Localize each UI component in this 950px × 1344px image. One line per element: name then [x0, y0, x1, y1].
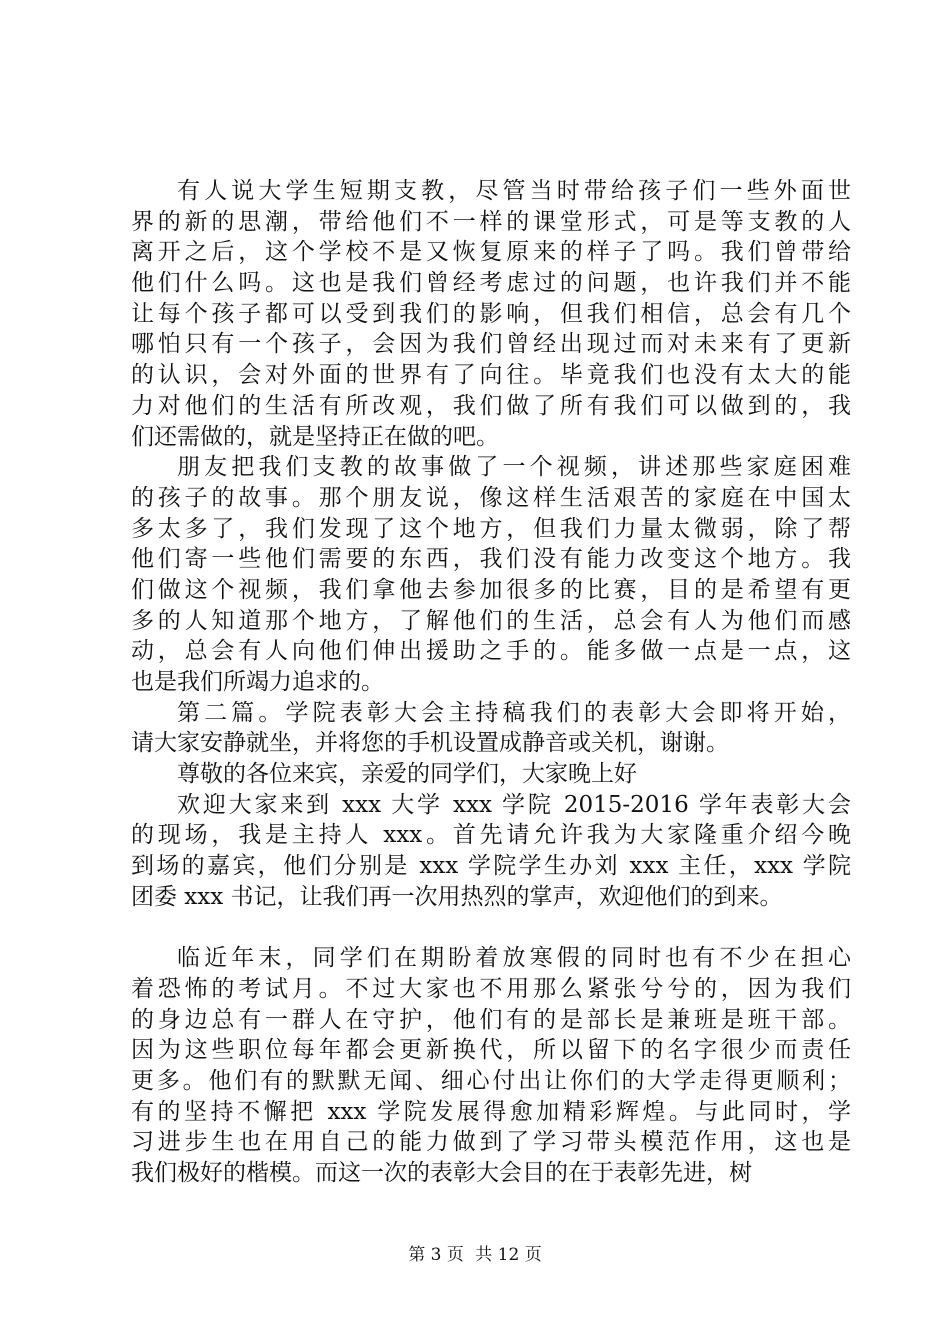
text-line: 习进步生也在用自己的能力做到了学习带头模范作用，这也是	[131, 1129, 851, 1156]
page-number: 第 3 页	[408, 1245, 464, 1265]
text-line: 多太多了，我们发现了这个地方，但我们力量太微弱，除了帮	[131, 515, 851, 542]
paragraph	[131, 698, 851, 759]
text-line: 的身边总有一群人在守护，他们有的是部长是兼班是班干部。	[131, 1006, 851, 1033]
text-line: 第二篇。学院表彰大会主持稿我们的表彰大会即将开始，	[177, 699, 851, 726]
text-line: 让每个孩子都可以受到我们的影响，但我们相信，总会有几个	[131, 300, 851, 327]
paragraph	[131, 790, 851, 913]
text-line: 着恐怖的考试月。不过大家也不用那么紧张兮兮的，因为我们	[131, 975, 851, 1002]
text-line: 的现场，我是主持人 xxx。首先请允许我为大家隆重介绍今晚	[131, 822, 851, 849]
text-line: 们做这个视频，我们拿他去参加很多的比赛，目的是希望有更	[131, 576, 851, 603]
text-line: 我们极好的楷模。而这一次的表彰大会目的在于表彰先进，树	[131, 1160, 752, 1186]
text-line: 力对他们的生活有所改观，我们做了所有我们可以做到的，我	[131, 392, 851, 419]
text-line: 们还需做的，就是坚持正在做的吧。	[131, 423, 499, 450]
text-line: 有的坚持不懈把 xxx 学院发展得愈加精彩辉煌。与此同时，学	[131, 1098, 851, 1125]
text-line: 哪怕只有一个孩子，会因为我们曾经出现过而对未来有了更新	[131, 331, 851, 358]
paragraph	[131, 759, 851, 790]
text-line: 的孩子的故事。那个朋友说，像这样生活艰苦的家庭在中国太	[131, 484, 851, 511]
text-line: 也是我们所竭力追求的。	[131, 669, 384, 695]
text-line: 欢迎大家来到 xxx 大学 xxx 学院 2015-2016 学年表彰大会	[177, 791, 851, 818]
text-line: 临近年末，同学们在期盼着放寒假的同时也有不少在担心	[177, 945, 851, 972]
text-line: 有人说大学生短期支教，尽管当时带给孩子们一些外面世	[177, 178, 851, 204]
text-line: 的认识，会对外面的世界有了向往。毕竟我们也没有太大的能	[131, 362, 851, 389]
paragraph	[131, 943, 851, 1189]
paragraph-spacer	[131, 913, 851, 944]
page-footer	[0, 1240, 950, 1265]
text-line: 界的新的思潮，带给他们不一样的课堂形式，可是等支教的人	[131, 208, 851, 235]
text-line: 尊敬的各位来宾，亲爱的同学们，大家晚上好	[177, 761, 637, 788]
page-total: 共 12 页	[475, 1245, 542, 1265]
text-line: 到场的嘉宾，他们分别是 xxx 学院学生办刘 xxx 主任，xxx 学院	[131, 853, 851, 880]
paragraph	[131, 176, 851, 452]
text-line: 动，总会有人向他们伸出援助之手的。能多做一点是一点，这	[131, 638, 851, 665]
text-line: 团委 xxx 书记，让我们再一次用热烈的掌声，欢迎他们的到来。	[131, 883, 783, 910]
text-line: 多的人知道那个地方，了解他们的生活，总会有人为他们而感	[131, 607, 851, 634]
text-line: 他们什么吗。这也是我们曾经考虑过的问题，也许我们并不能	[131, 270, 851, 297]
text-line: 因为这些职位每年都会更新换代，所以留下的名字很少而责任	[131, 1037, 851, 1064]
body-text	[131, 176, 851, 1189]
text-line: 离开之后，这个学校不是又恢复原来的样子了吗。我们曾带给	[131, 239, 851, 266]
text-line: 更多。他们有的默默无闻、细心付出让你们的大学走得更顺利；	[131, 1067, 851, 1094]
text-line: 他们寄一些他们需要的东西，我们没有能力改变这个地方。我	[131, 546, 851, 573]
text-line: 朋友把我们支教的故事做了一个视频，讲述那些家庭困难	[177, 454, 851, 481]
text-line: 请大家安静就坐，并将您的手机设置成静音或关机，谢谢。	[131, 730, 729, 757]
paragraph	[131, 452, 851, 698]
